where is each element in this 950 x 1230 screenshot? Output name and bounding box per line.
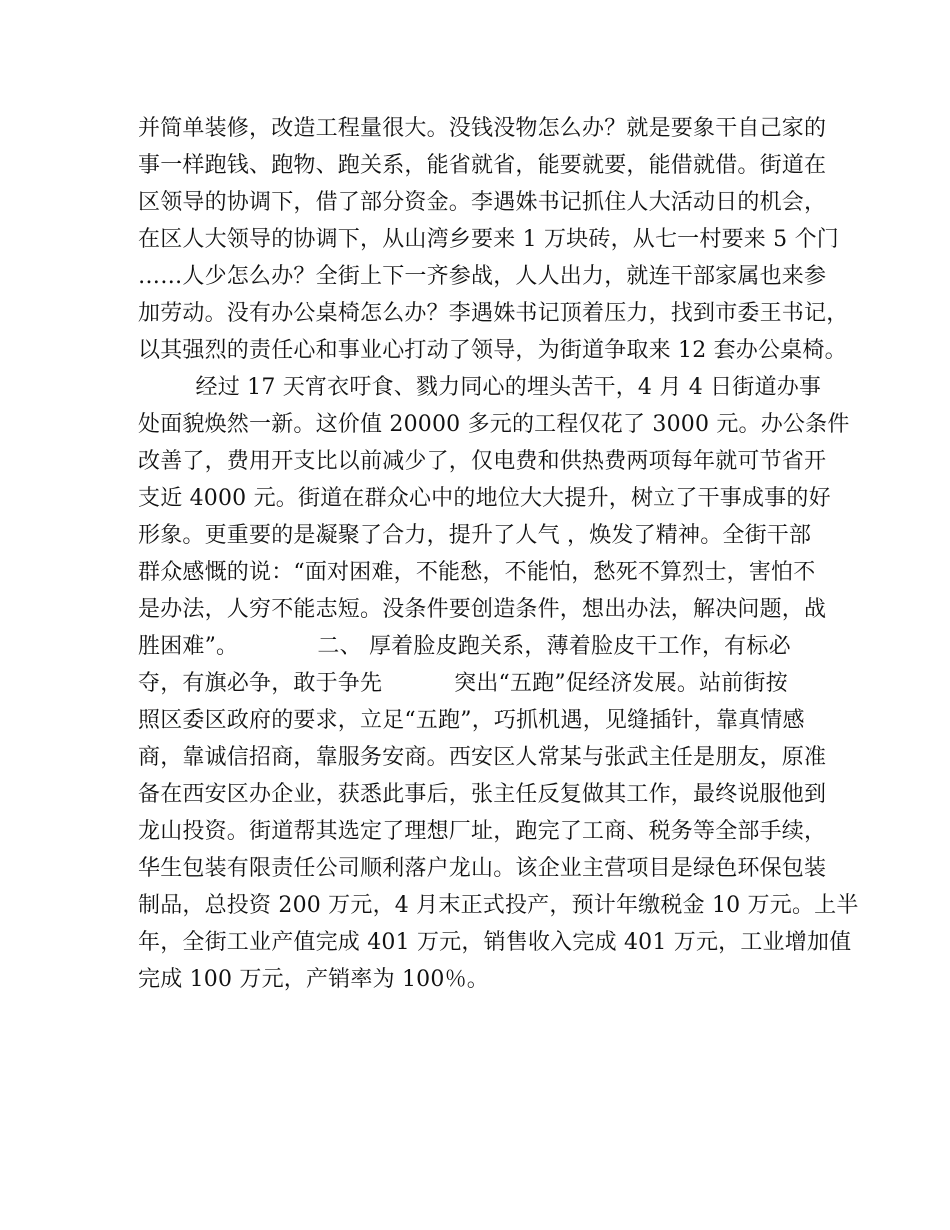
text-line: 制品，总投资 200 万元，4 月末正式投产，预计年缴税金 10 万元。上半 (138, 893, 859, 918)
text-line: 备在西安区办企业，获悉此事后，张主任反复做其工作，最终说服他到 (138, 782, 827, 807)
text-line: 加劳动。没有办公桌椅怎么办？李遇姝书记顶着压力，找到市委王书记， (138, 301, 849, 326)
text-line: 群众感慨的说：“面对困难，不能愁，不能怕，愁死不算烈士，害怕不 (138, 560, 816, 585)
text-line: 在区人大领导的协调下，从山湾乡要来 1 万块砖，从七一村要来 5 个门 (138, 227, 839, 252)
text-line: 事一样跑钱、跑物、跑关系，能省就省，能要就要，能借就借。街道在 (138, 153, 827, 178)
text-line: 龙山投资。街道帮其选定了理想厂址，跑完了工商、税务等全部手续， (138, 819, 827, 844)
text-line: 形象。更重要的是凝聚了合力，提升了人气 ，焕发了精神。全街干部 (138, 523, 812, 548)
text-line: 经过 17 天宵衣吁食、戮力同心的埋头苦干，4 月 4 日街道办事 (138, 375, 822, 400)
text-line: 并简单装修，改造工程量很大。没钱没物怎么办？就是要象干自己家的 (138, 116, 827, 141)
text-line: 照区委区政府的要求，立足“五跑”，巧抓机遇，见缝插针，靠真情感 (138, 708, 805, 733)
text-line: 商，靠诚信招商，靠服务安商。西安区人常某与张武主任是朋友，原准 (138, 745, 827, 770)
text-line: 支近 4000 元。街道在群众心中的地位大大提升，树立了干事成事的好 (138, 486, 831, 511)
text-line: 改善了，费用开支比以前减少了，仅电费和供热费两项每年就可节省开 (138, 449, 827, 474)
text-line: 是办法，人穷不能志短。没条件要创造条件，想出办法，解决问题，战 (138, 597, 827, 622)
text-line: 夺，有旗必争，敢于争先 突出“五跑”促经济发展。站前街按 (138, 671, 788, 696)
text-line: 胜困难”。 二、 厚着脸皮跑关系，薄着脸皮干工作，有标必 (138, 634, 791, 659)
text-line: ……人少怎么办？全街上下一齐参战，人人出力，就连干部家属也来参 (138, 264, 827, 289)
text-line: 年，全街工业产值完成 401 万元，销售收入完成 401 万元，工业增加值 (138, 930, 852, 955)
text-line: 以其强烈的责任心和事业心打动了领导，为街道争取来 12 套办公桌椅。 (138, 338, 847, 363)
text-line: 华生包装有限责任公司顺利落户龙山。该企业主营项目是绿色环保包装 (138, 856, 827, 881)
body-text (138, 110, 859, 998)
text-line: 处面貌焕然一新。这价值 20000 多元的工程仅花了 3000 元。办公条件 (138, 412, 850, 437)
text-line: 区领导的协调下，借了部分资金。李遇姝书记抓住人大活动日的机会， (138, 190, 827, 215)
text-line: 完成 100 万元，产销率为 100％。 (138, 967, 489, 992)
